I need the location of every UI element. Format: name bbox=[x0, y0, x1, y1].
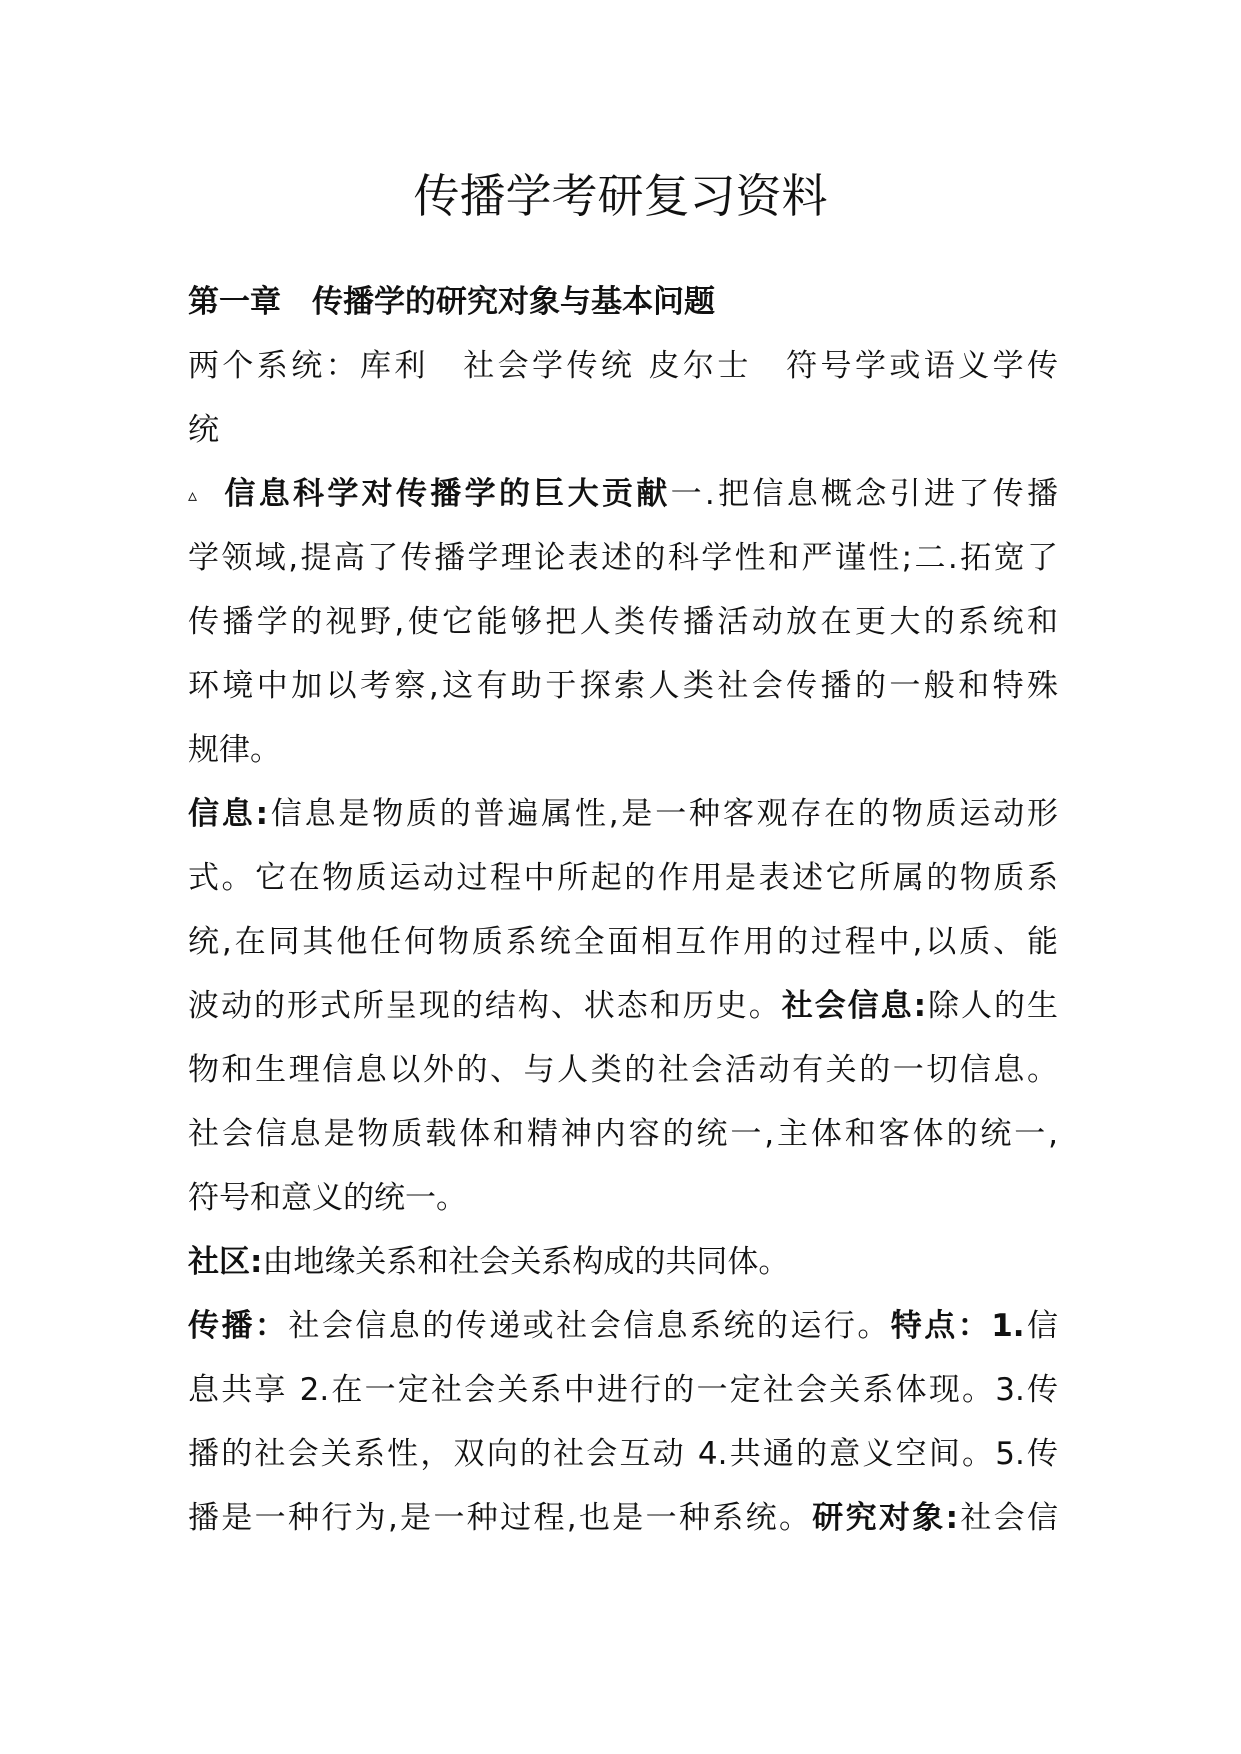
contribution-term: 信息科学对传播学的巨大贡献 bbox=[221, 476, 671, 512]
information-line-2: 式。它在物质运动过程中所起的作用是表述它所属的物质系 bbox=[188, 860, 1058, 896]
chapter-heading-text: 第一章 传播学的研究对象与基本问题 bbox=[188, 284, 715, 320]
information-line-4 bbox=[188, 974, 1058, 1038]
communication-line-3: 播的社会关系性，双向的社会互动 4.共通的意义空间。5.传 bbox=[188, 1436, 1058, 1472]
communication-term: 传播： bbox=[188, 1308, 289, 1344]
triangle-marker-icon: ▵ bbox=[188, 484, 198, 506]
communication-line-4-end: 社会信 bbox=[958, 1500, 1058, 1536]
communication-line-4-start: 播是一种行为,是一种过程,也是一种系统。 bbox=[188, 1500, 813, 1536]
research-object-term: 研究对象: bbox=[812, 1500, 958, 1536]
information-line-5: 物和生理信息以外的、与人类的社会活动有关的一切信息。 bbox=[188, 1052, 1058, 1088]
information-line-6: 社会信息是物质载体和精神内容的统一,主体和客体的统一, bbox=[188, 1116, 1058, 1152]
communication-line-1-end: 信 bbox=[1024, 1308, 1059, 1344]
communication-line-4 bbox=[188, 1486, 1058, 1550]
communication-line-1 bbox=[188, 1294, 1058, 1358]
communication-line-2: 息共享 2.在一定社会关系中进行的一定社会关系体现。3.传 bbox=[188, 1372, 1058, 1408]
information-line-4-rest: 除人的生 bbox=[926, 988, 1058, 1024]
contribution-line-4: 环境中加以考察,这有助于探索人类社会传播的一般和特殊 bbox=[188, 668, 1058, 704]
community-text: 由地缘关系和社会关系构成的共同体。 bbox=[262, 1244, 790, 1280]
information-line-4-start: 波动的形式所呈现的结构、状态和历史。 bbox=[188, 988, 782, 1024]
contribution-line-5: 规律。 bbox=[188, 732, 281, 768]
information-line-1 bbox=[188, 782, 1058, 846]
features-term: 特点：1. bbox=[890, 1308, 1025, 1344]
information-line-1-text: 信息是物质的普遍属性,是一种客观存在的物质运动形 bbox=[268, 796, 1058, 832]
two-systems-line-1: 两个系统：库利 社会学传统 皮尔士 符号学或语义学传 bbox=[188, 348, 1058, 384]
information-line-3: 统,在同其他任何物质系统全面相互作用的过程中,以质、能 bbox=[188, 924, 1058, 960]
document-title: 传播学考研复习资料 bbox=[413, 169, 828, 223]
contribution-line-3: 传播学的视野,使它能够把人类传播活动放在更大的系统和 bbox=[188, 604, 1058, 640]
community-line bbox=[188, 1230, 1058, 1294]
information-term: 信息: bbox=[188, 796, 268, 832]
community-term: 社区: bbox=[188, 1244, 263, 1280]
information-line-7: 符号和意义的统一。 bbox=[188, 1180, 467, 1216]
chapter-heading bbox=[188, 270, 1058, 334]
contribution-line-1 bbox=[188, 462, 1058, 526]
social-information-term: 社会信息: bbox=[781, 988, 927, 1024]
contribution-line-1-text: 一.把信息概念引进了传播 bbox=[670, 476, 1058, 512]
document-body bbox=[188, 270, 1058, 1550]
contribution-line-2: 学领域,提高了传播学理论表述的科学性和严谨性;二.拓宽了 bbox=[188, 540, 1058, 576]
communication-line-1-text: 社会信息的传递或社会信息系统的运行。 bbox=[288, 1308, 891, 1344]
two-systems-line-2: 统 bbox=[188, 412, 219, 448]
